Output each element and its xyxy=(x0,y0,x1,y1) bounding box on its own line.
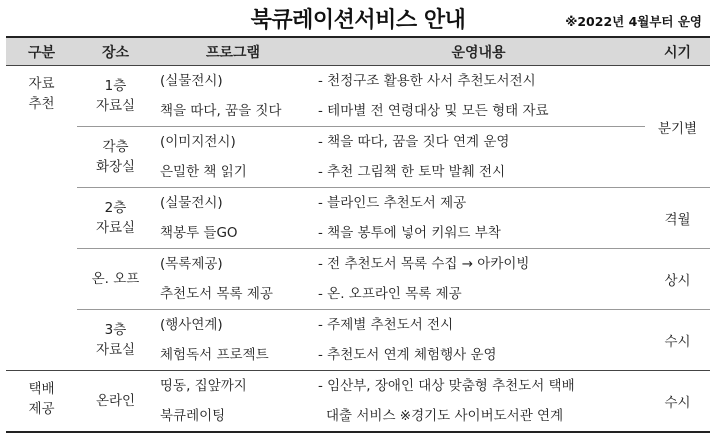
program-type: (실물전시) xyxy=(160,73,223,89)
table-row xyxy=(6,127,710,188)
content-cell xyxy=(312,127,645,188)
content-line: - 주제별 추천도서 전시 xyxy=(318,317,454,333)
program-type: (이미지전시) xyxy=(160,134,236,150)
place-cell: 2층 자료실 xyxy=(77,188,154,249)
period-cell: 수시 xyxy=(645,371,710,433)
table-row xyxy=(6,310,710,371)
place-cell: 각층 화장실 xyxy=(77,127,154,188)
place-cell: 3층 자료실 xyxy=(77,310,154,371)
place-cell: 온. 오프 xyxy=(77,249,154,310)
period-cell: 수시 xyxy=(645,310,710,371)
content-line: - 천정구조 활용한 사서 추천도서전시 xyxy=(318,73,536,89)
content-cell xyxy=(312,249,645,310)
program-type: (목록제공) xyxy=(160,256,223,272)
content-line: - 블라인드 추천도서 제공 xyxy=(318,195,467,211)
header-program: 프로그램 xyxy=(154,37,312,66)
program-name: 추천도서 목록 제공 xyxy=(160,286,273,302)
program-cell xyxy=(154,249,312,310)
header-content: 운영내용 xyxy=(312,37,645,66)
program-name: 체험독서 프로젝트 xyxy=(160,347,269,363)
program-cell xyxy=(154,371,312,433)
table-row xyxy=(6,249,710,310)
content-line: - 추천도서 연계 체험행사 운영 xyxy=(318,347,497,363)
content-line: - 책을 봉투에 넣어 키워드 부착 xyxy=(318,225,501,241)
table-row xyxy=(6,66,710,127)
content-cell xyxy=(312,188,645,249)
program-cell xyxy=(154,188,312,249)
content-line: - 임산부, 장애인 대상 맞춤형 추천도서 택배 xyxy=(318,378,575,394)
period-cell: 격월 xyxy=(645,188,710,249)
period-cell: 분기별 xyxy=(645,66,710,188)
header-place: 장소 xyxy=(77,37,154,66)
content-line: - 테마별 전 연령대상 및 모든 형태 자료 xyxy=(318,103,549,119)
program-name: 책봉투 들GO xyxy=(160,225,238,241)
content-cell xyxy=(312,66,645,127)
program-cell xyxy=(154,310,312,371)
program-cell xyxy=(154,66,312,127)
content-line: - 전 추천도서 목록 수집 → 아카이빙 xyxy=(318,256,530,272)
table-row xyxy=(6,371,710,433)
content-line: - 추천 그림책 한 토막 발췌 전시 xyxy=(318,164,506,180)
program-name: 책을 따다, 꿈을 짓다 xyxy=(160,103,282,119)
program-type: (행사연계) xyxy=(160,317,223,333)
category-cell: 택배 제공 xyxy=(6,371,77,433)
content-cell xyxy=(312,310,645,371)
table-row xyxy=(6,188,710,249)
program-name: 띵동, 집앞까지 xyxy=(160,378,247,394)
place-cell: 1층 자료실 xyxy=(77,66,154,127)
category-cell: 자료 추천 xyxy=(6,66,77,371)
program-type: (실물전시) xyxy=(160,195,223,211)
content-line: 대출 서비스 ※경기도 사이버도서관 연계 xyxy=(326,408,564,424)
header-period: 시기 xyxy=(645,37,710,66)
page-title: 북큐레이션서비스 안내 xyxy=(250,8,466,33)
period-cell: 상시 xyxy=(645,249,710,310)
operation-note: ※2022년 4월부터 운영 xyxy=(565,14,702,29)
header-category: 구분 xyxy=(6,37,77,66)
program-name: 은밀한 책 읽기 xyxy=(160,164,247,180)
table-header-row xyxy=(6,37,710,66)
service-table xyxy=(6,36,710,433)
content-line: - 온. 오프라인 목록 제공 xyxy=(318,286,462,302)
content-cell xyxy=(312,371,645,433)
place-cell: 온라인 xyxy=(77,371,154,433)
content-line: - 책을 따다, 꿈을 짓다 연계 운영 xyxy=(318,134,510,150)
program-name: 북큐레이팅 xyxy=(160,408,226,424)
program-cell xyxy=(154,127,312,188)
